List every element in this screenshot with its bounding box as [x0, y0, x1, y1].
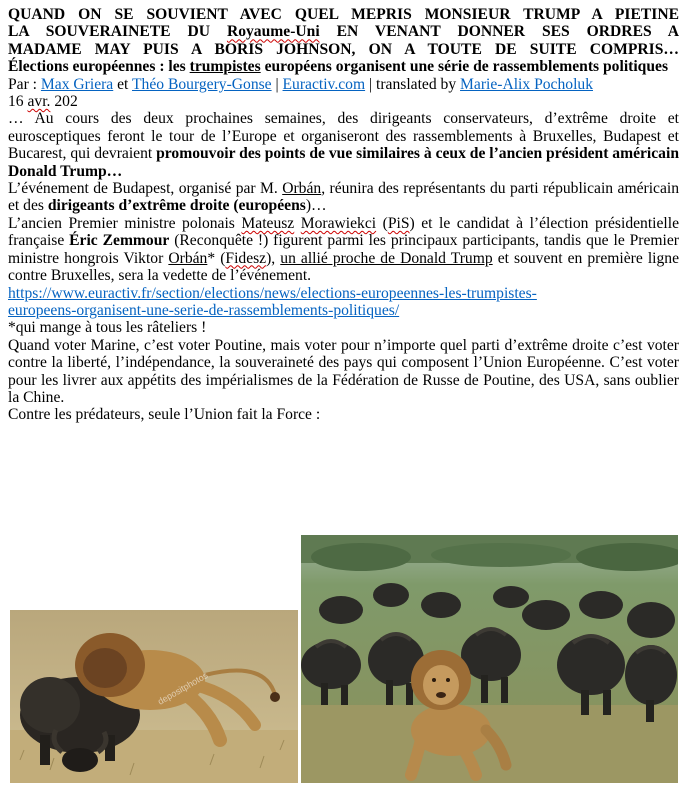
headline-line-1: QUAND ON SE SOUVIENT AVEC QUEL MEPRIS MONSIEUR TRUMP A PIETINE: [8, 6, 679, 23]
author-link-theo-bourgery-gonse[interactable]: Théo Bourgery-Gonse: [132, 75, 272, 93]
document-body: [8, 6, 679, 424]
article-url: [8, 285, 679, 320]
lion-attacking-buffalo-photo: [10, 610, 298, 783]
headline-line-2: LA SOUVERAINETE DU Royaume-Uni EN VENANT DONNER SES ORDRES A: [8, 23, 679, 41]
lion-chased-by-buffalo-herd-icon: [301, 535, 678, 783]
article-date: 16 avr. 202: [8, 93, 78, 111]
article-title: Élections européennes : les trumpistes européens organisent une série de rassemblements politiques: [8, 58, 669, 76]
paragraph-4: Quand voter Marine, c’est voter Poutine, mais voter pour n’importe quel parti d’extrême droite c’est voter contre la liberté, l’indépendance, la souveraineté des pays qui composent l’Union Européenne. C’est voter pour les livrer aux appétits des impérialismes de la Fédération de Russe de Poutine, des USA, sans oublier la Chine.: [8, 336, 679, 406]
author-link-max-griera[interactable]: Max Griera: [40, 75, 114, 93]
article-url-link[interactable]: https://www.euractiv.fr/section/elections/news/elections-europeennes-les-trumpistes- europeens-organisent-une-serie-de-rassemblements-politiques/: [8, 284, 537, 319]
source-link-euractiv[interactable]: Euractiv.com: [282, 75, 366, 93]
byline: Par : Max Griera et Théo Bourgery-Gonse | Euractiv.com | translated by Marie-Alix Pocholuk 16 avr. 202: [8, 75, 593, 111]
lion-attacking-buffalo-icon: [10, 610, 298, 783]
paragraph-2: L’événement de Budapest, organisé par M. Orbán, réunira des représentants du parti républicain américain et des dirigeants d’extrême droite (européens)…: [8, 180, 679, 215]
paragraph-3: L’ancien Premier ministre polonais Mateusz Morawiekci (PiS) et le candidat à l’élection présidentielle française Éric Zemmour (Reconquête !) figurent parmi les principaux participants, tandis que le Premier ministre hongrois Viktor Orbán* (Fidesz), un allié proche de Donald Trump et souvent en première ligne contre Bruxelles, sera la vedette de l’événement.: [8, 214, 680, 285]
lion-chased-by-buffalo-herd-photo: [301, 535, 678, 783]
translator-link[interactable]: Marie-Alix Pocholuk: [460, 75, 593, 93]
paragraph-5: Contre les prédateurs, seule l’Union fait la Force :: [8, 406, 321, 424]
headline-line-3: MADAME MAY PUIS A BORIS JOHNSON, ON A TOUTE DE SUITE COMPRIS…: [8, 40, 679, 58]
paragraph-1: … Au cours des deux prochaines semaines, des dirigeants conservateurs, d’extrême droite et eurosceptiques feront le tour de l’Europe et organiseront des rassemblements à Bruxelles, Budapest et Bucarest, qui devraient promouvoir des points de vue similaires à ceux de l’ancien président américain Donald Trump…: [8, 110, 679, 180]
footnote: *qui mange à tous les râteliers !: [8, 319, 207, 337]
watermark: depositphotos: [156, 670, 210, 707]
